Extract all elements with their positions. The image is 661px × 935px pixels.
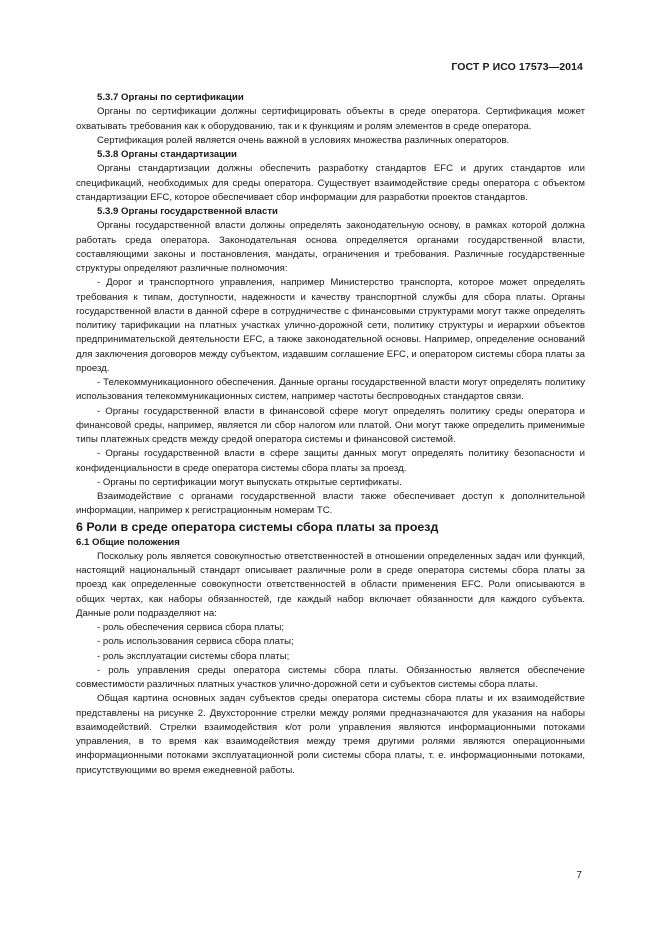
section-5-3-8-paragraph-1: Органы стандартизации должны обеспечить разработку стандартов EFC и других стандартов или спецификаций, необходимых для среды оператора. Существует взаимодействие среды оператора с объектом стандартизации EFC, которое обеспечивает сбор информации для разработки проектов стандартов. — [76, 163, 585, 203]
section-5-3-9-paragraph-2: - Дорог и транспортного управления, например Министерство транспорта, которое может определять требования к типам, доступности, надежности и качеству транспортной службы для сбора платы. Органы государственной власти в данной сфере в сотрудничестве с финансовыми структурами могут также определять политику тарификации на платных участках улично-дорожной сети, политику структуры и иерархии объектов предпринимательской деятельности EFC, а также законодательной основы. Например, определение оснований для заключения договоров между субъектом, издавшим соглашение EFC, и оператором системы сбора платы за проезд. — [76, 277, 585, 374]
list-item: - роль использования сервиса сбора платы; — [97, 636, 294, 648]
section-5-3-9-paragraph-7: Взаимодействие с органами государственной власти также обеспечивает доступ к дополнительной информации, например к регистрационным номерам ТС. — [76, 491, 585, 517]
section-5-3-9-paragraph-3: - Телекоммуникационного обеспечения. Данные органы государственной власти могут определять политику использования телекоммуникационных систем, например частоты беспроводных стандартов связи. — [76, 377, 585, 403]
section-5-3-7-heading: 5.3.7 Органы по сертификации — [97, 92, 244, 103]
section-5-3-7-paragraph-1: Органы по сертификации должны сертифицировать объекты в среде оператора. Сертификация может охватывать требования как к оборудованию, так и к функциям и ролям элементов в среде оператора. — [76, 106, 585, 132]
section-5-3-7-paragraph-2: Сертификация ролей является очень важной в условиях множества различных операторов. — [97, 134, 510, 146]
section-6-1-paragraph-2: Общая картина основных задач субъектов среды оператора системы сбора платы и их взаимодействие представлены на рисунке 2. Двухсторонние стрелки между ролями предназначаются для указания на наборы взаимодействий. Стрелки взаимодействия к/от роли управления являются информационными потоками управления, в то время как взаимодействия между тремя другими ролями являются операционными информационными потоками эксплуатационной роли системы сбора платы, т. е. информационными потоками, присутствующими во время ежедневной работы. — [76, 693, 585, 776]
section-5-3-9-paragraph-1: Органы государственной власти должны определять законодательную основу, в рамках которой должна работать среда оператора. Законодательная основа определяется органами государственной власти, составляющими законы и постановления, мандаты, ограничения и требования. Различные государственные структуры определяют различные полномочия: — [76, 220, 585, 274]
document-header: ГОСТ Р ИСО 17573—2014 — [451, 61, 583, 73]
section-5-3-9-heading: 5.3.9 Органы государственной власти — [97, 206, 278, 217]
list-item: - роль обеспечения сервиса сбора платы; — [97, 622, 285, 633]
section-6-1-paragraph-1: Поскольку роль является совокупностью ответственностей в отношении определенных задач или функций, настоящий национальный стандарт описывает различные роли в среде оператора системы сбора платы за проезд как определенные совокупности ответственностей в области применения EFC. Роли описываются в общих чертах, как наборы обязанностей, где каждый набор включает обязанности для каждого субъекта. Данные роли подразделяют на: — [76, 550, 585, 619]
section-6-heading: 6 Роли в среде оператора системы сбора платы за проезд — [76, 519, 439, 534]
page-content — [76, 91, 585, 778]
section-5-3-8-heading: 5.3.8 Органы стандартизации — [97, 149, 237, 160]
section-6-1-heading: 6.1 Общие положения — [76, 536, 180, 548]
section-5-3-9-paragraph-5: - Органы государственной власти в сфере защиты данных могут определять политику безопасности и конфиденциальности в среде оператора системы сбора платы за проезд. — [76, 448, 585, 474]
section-5-3-9-paragraph-4: - Органы государственной власти в финансовой сфере могут определять политику среды оператора и финансовой среды, например, является ли сбор налогом или платой. Они могут также определить применимые типы платежных средств между средой оператора системы и финансовой системой. — [76, 405, 585, 445]
list-item: - роль эксплуатации системы сбора платы; — [97, 650, 290, 662]
list-item: - роль управления среды оператора системы сбора платы. Обязанностью является обеспечение совместимости различных платных участков улично-дорожной сети и субъектов системы сбора платы. — [76, 664, 585, 690]
page-number: 7 — [576, 870, 582, 881]
section-5-3-9-paragraph-6: - Органы по сертификации могут выпускать открытые сертификаты. — [97, 476, 402, 488]
